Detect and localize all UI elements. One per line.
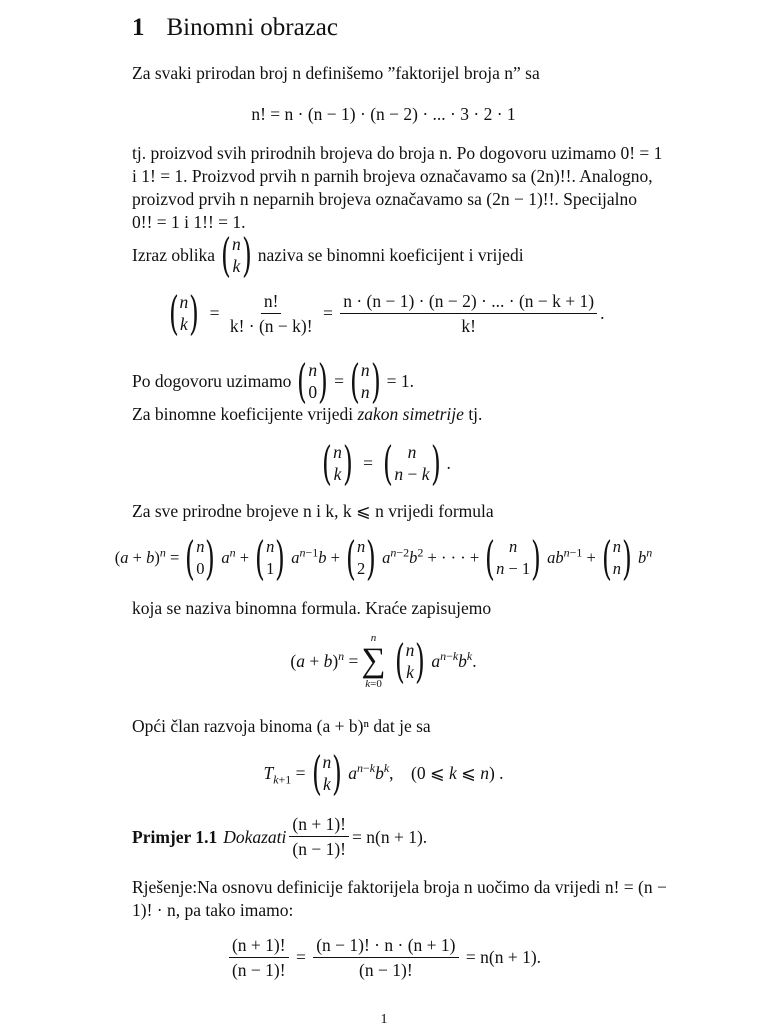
binomial-formula: $(a + b)^n$ = ( n 0 ) $a^n$ + ( n 1 ) $a^{n-1}b$ + ( n 2 ) $a^{n-2}b^2$ + · · · + ( n n − 1 ) $ab^{n-1}$ + ( n n ) $b^n$ <box>114 531 653 585</box>
example-heading: Primjer 1.1 Dokazati $\frac{(n + 1)!}{(n - 1)!}$ = n(n + 1). <box>132 814 428 859</box>
eq2-lhs: ( n k ) <box>168 286 200 340</box>
solution-line-1: Rješenje:Na osnovu definicije faktorijela broja n uočimo da vrijedi n! = (n − <box>132 877 667 897</box>
text-after: naziva se binomni koeficijent i vrijedi <box>257 245 524 265</box>
binomial-formula-name-line: koja se naziva binomna formula. Kraće zapisujemo <box>132 598 492 618</box>
general-term-intro: Opći član razvoja binoma (a + b)ⁿ dat je sa <box>132 716 431 736</box>
paragraph-line-4: 0!! = 1 i 1!! = 1. <box>132 212 246 232</box>
paragraph-line-3: proizvod prvih n neparnih brojeva označavamo sa (2n − 1)!!. Specijalno <box>132 189 638 209</box>
paragraph-line-2: i 1! = 1. Proizvod prvih n parnih brojeva označavamo sa (2n)!!. Analogno, <box>132 166 653 186</box>
general-term-formula: $T_{k+1}$ = ( n k ) $a^{n-k}b^k$, (0 ⩽ k ⩽ n) . <box>263 746 504 800</box>
eq2-fraction-2: $\frac{n \cdot (n - 1) \cdot (n - 2) \cdot ... \cdot (n - k + 1)}{k!}$ <box>340 291 597 336</box>
sum-formula: $(a + b)^n$ = n ∑ k=0 ( n k ) $a^{n-k}b^k$. <box>290 632 477 690</box>
paragraph-line-1: tj. proizvod svih prirodnih brojeva do broja n. Po dogovoru uzimamo 0! = 1 <box>132 143 663 163</box>
intro-paragraph: Za svaki prirodan broj n definišemo ”faktorijel broja n” sa <box>132 63 540 83</box>
section-number: 1 <box>132 14 145 41</box>
example-label: Primjer 1.1 <box>132 826 218 847</box>
page-number: 1 <box>380 1012 388 1027</box>
symmetry-equation: ( n k ) = ( n n − k ) . <box>322 436 451 490</box>
section-title: Binomni obrazac <box>166 14 338 41</box>
formula-intro-line: Za sve prirodne brojeve n i k, k ⩽ n vrijedi formula <box>132 501 494 521</box>
convention-line: Po dogovoru uzimamo ( n 0 ) = ( n n ) = 1. <box>132 354 414 408</box>
section-heading <box>132 14 338 42</box>
binomial-definition-line <box>132 228 524 282</box>
binomial-n-k: ( n k ) <box>221 228 252 282</box>
solution-line-2: 1)! · n, pa tako imamo: <box>132 900 294 920</box>
final-equation: $\frac{(n + 1)!}{(n - 1)!}$ = $\frac{(n - 1)! \cdot n \cdot (n + 1)}{(n - 1)!}$ = n(n + 1). <box>132 935 635 980</box>
eq2-fraction-1: $\frac{n!}{k! \cdot (n - k)!}$ <box>229 290 313 336</box>
factorial-equation: n! = n · (n − 1) · (n − 2) · ... · 3 · 2 · 1 <box>251 104 516 124</box>
binomial-coefficient-equation: ( n k ) = $\frac{n!}{k! \cdot (n - k)!}$ = $\frac{n \cdot (n - 1) \cdot (n - 2) \cdot ... \cdot (n - k + 1)}{k!}$ . <box>132 290 635 336</box>
text-before: Izraz oblika <box>132 245 216 265</box>
symmetry-law-line: Za binomne koeficijente vrijedi zakon simetrije tj. <box>132 404 483 424</box>
example-fraction: $\frac{(n + 1)!}{(n - 1)!}$ <box>289 814 349 859</box>
